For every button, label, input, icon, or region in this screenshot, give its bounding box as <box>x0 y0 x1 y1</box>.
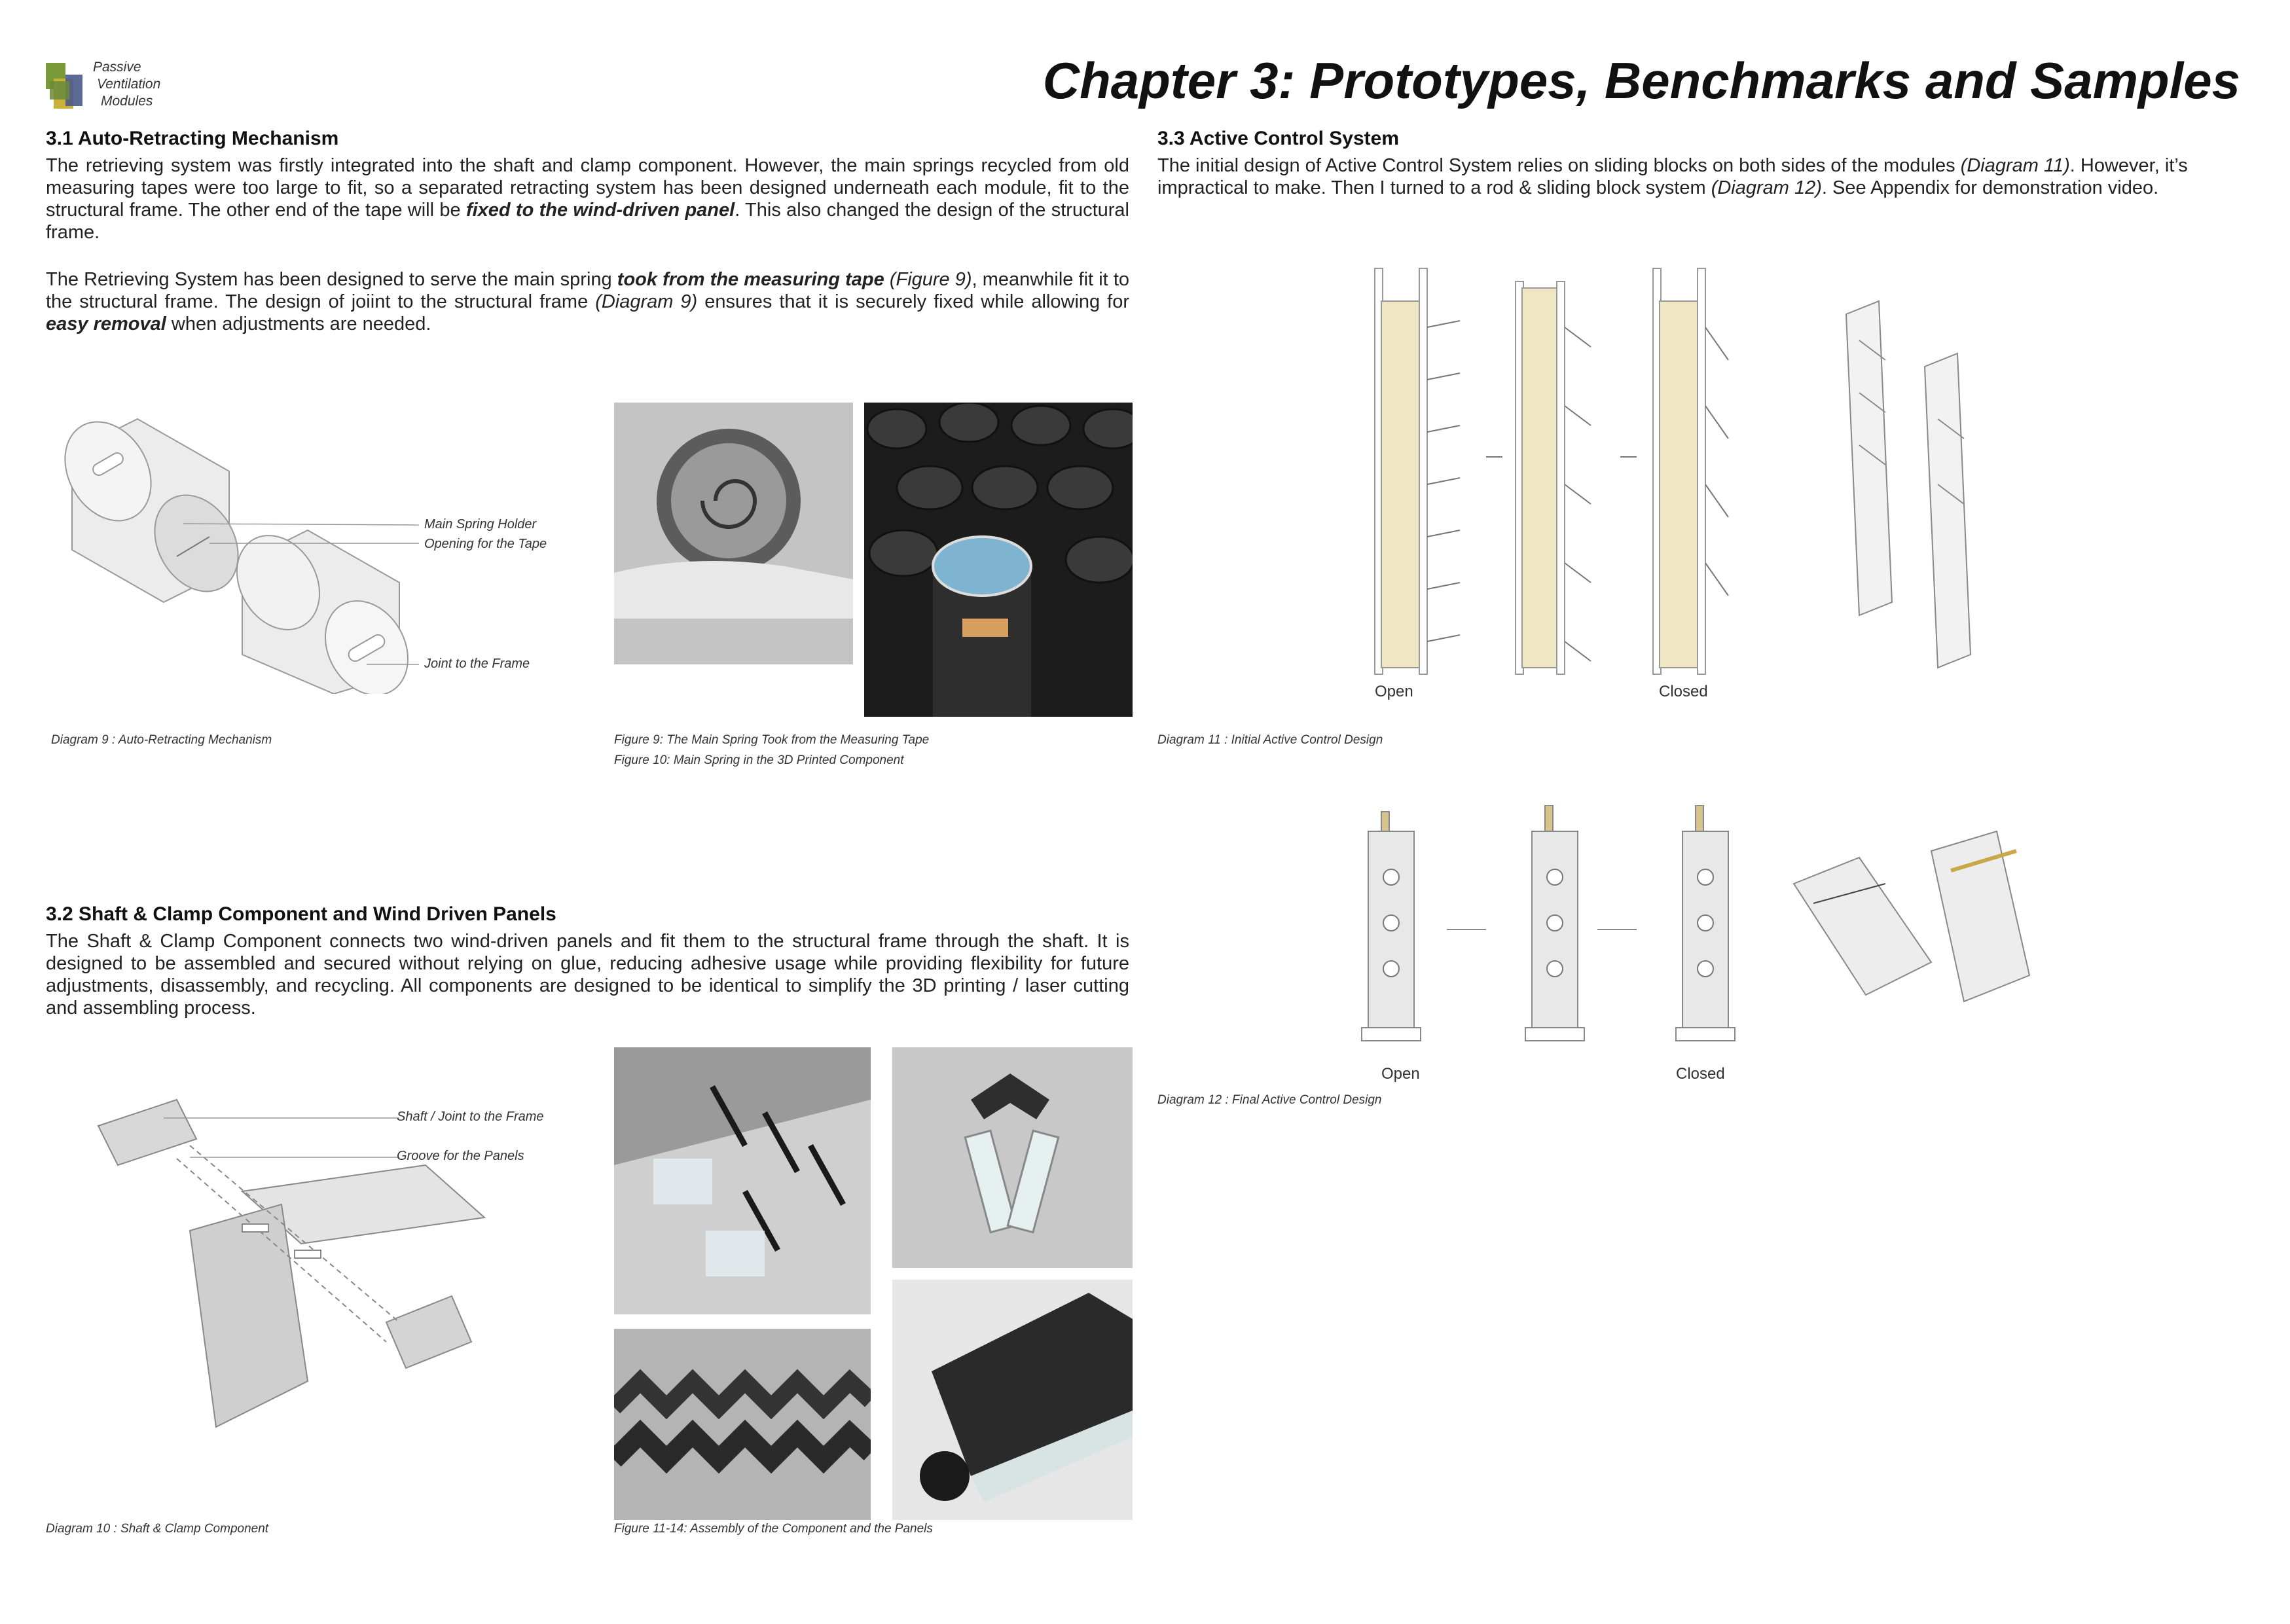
knob-mid-1 <box>1547 869 1563 885</box>
cylinder-e <box>897 466 962 509</box>
cylinder-i <box>1066 537 1133 583</box>
diagram-9-caption: Diagram 9 : Auto-Retracting Mechanism <box>51 733 272 747</box>
figure-9-caption: Figure 9: The Main Spring Took from the Measuring Tape <box>614 733 930 747</box>
cylinder-d <box>1083 409 1133 448</box>
louver-closed-1 <box>1705 327 1728 360</box>
sec31-p2-a: The Retrieving System has been designed to serve the main spring <box>46 269 612 290</box>
sec31-p2-f: when adjustments are needed. <box>171 314 431 334</box>
louver-mid-5 <box>1565 641 1591 661</box>
label-shaft-joint: Shaft / Joint to the Frame <box>397 1110 544 1124</box>
sec31-p2-d: (Diagram 9) <box>595 291 698 312</box>
louver-closed-2 <box>1705 406 1728 439</box>
cylinder-h <box>869 530 937 576</box>
diagram-9-leader-lines <box>170 517 432 681</box>
frame-open-right <box>1419 268 1427 674</box>
sec31-p1-text: The retrieving system was firstly integrated into the shaft and clamp component. However, the main springs recycled from old measuring tapes were too large to fit, so a separated retracting system has been designed underneath each module, fit to the structural frame. The other end of the tape will be <box>46 155 1129 221</box>
logo <box>43 59 174 118</box>
iso-frame-2 <box>1925 353 1971 668</box>
section-3-3-heading: 3.3 Active Control System <box>1157 128 1400 149</box>
sec31-p1-end: . This also changed the design of the structural frame. <box>46 200 1129 243</box>
diagram-12-final-control <box>1342 805 2062 1054</box>
diagram-11-initial-control <box>1362 262 2049 681</box>
label-joint-frame: Joint to the Frame <box>424 657 530 671</box>
logo-line-2: Ventilation <box>97 77 161 92</box>
base-open <box>1362 1028 1421 1041</box>
tape-label <box>962 619 1008 637</box>
louver-open-3 <box>1427 425 1460 432</box>
sec31-p1-bold: fixed to the wind-driven panel <box>465 200 735 221</box>
louver-mid-3 <box>1565 484 1591 504</box>
knob-closed-1 <box>1698 869 1713 885</box>
sec31-p2-bold2: easy removal <box>46 314 166 334</box>
louver-open-2 <box>1427 373 1460 380</box>
sec33-p1-b: (Diagram 11) <box>1960 155 2070 176</box>
sec33-p1-c: . However, it’s impractical to make. Then I turned to a rod & sliding block system <box>1157 155 2188 198</box>
diagram-11-closed-label: Closed <box>1659 683 1708 700</box>
groove-2 <box>295 1250 321 1258</box>
louver-mid-4 <box>1565 563 1591 583</box>
knob-open-1 <box>1383 869 1399 885</box>
page-title: Chapter 3: Prototypes, Benchmarks and Samples <box>1042 52 2240 109</box>
shaft-end <box>920 1451 970 1501</box>
section-3-1-paragraph-1 <box>46 154 1129 244</box>
panel-mid <box>1522 288 1558 668</box>
figure-11-14-caption: Figure 11-14: Assembly of the Component and the Panels <box>614 1522 933 1536</box>
panel-open <box>1381 301 1421 668</box>
figure-14-photo <box>892 1280 1133 1520</box>
iso-assembly-1 <box>1794 857 1931 995</box>
louver-open-5 <box>1427 530 1460 537</box>
sec33-p1-a: The initial design of Active Control System relies on sliding blocks on both sides of the modules <box>1157 155 1955 176</box>
sec31-p2-e: ensures that it is securely fixed while allowing for <box>704 291 1129 312</box>
panel-piece-1 <box>653 1159 712 1204</box>
leader-main-spring <box>183 524 419 525</box>
louver-open-7 <box>1427 635 1460 641</box>
cylinder-g <box>1047 466 1113 509</box>
section-3-2-heading: 3.2 Shaft & Clamp Component and Wind Driven Panels <box>46 903 556 925</box>
logo-line-1: Passive <box>93 60 141 75</box>
sec33-p1-d: (Diagram 12) <box>1711 177 1822 198</box>
cylinder-b <box>939 403 998 442</box>
figure-9-photo <box>614 403 853 664</box>
sec33-p1-e: . See Appendix for demonstration video. <box>1821 177 2159 198</box>
base-mid <box>1525 1028 1584 1041</box>
logo-line-3: Modules <box>101 94 153 109</box>
diagram-11-caption: Diagram 11 : Initial Active Control Design <box>1157 733 1383 747</box>
sec31-p2-c: , meanwhile fit it to the structural frame. The design of joiint to the structural frame <box>46 269 1129 312</box>
figure-12-photo <box>892 1047 1133 1268</box>
figure-10-caption: Figure 10: Main Spring in the 3D Printed Component <box>614 753 904 767</box>
figure-14-drawing <box>892 1280 1133 1520</box>
louver-open-4 <box>1427 478 1460 484</box>
figure-11-drawing <box>614 1047 871 1314</box>
logo-mark <box>43 59 93 114</box>
label-opening-tape: Opening for the Tape <box>424 537 547 551</box>
figure-9-drawing <box>614 403 853 664</box>
diagram-10-caption: Diagram 10 : Shaft & Clamp Component <box>46 1522 269 1536</box>
spring-coil-inner <box>671 443 786 558</box>
louver-closed-4 <box>1705 563 1728 596</box>
figure-13-drawing <box>614 1329 871 1520</box>
cylinder-a <box>867 409 926 448</box>
panel-piece-2 <box>706 1231 765 1276</box>
figure-10-photo <box>864 403 1133 717</box>
diagram-12-closed-label: Closed <box>1676 1065 1725 1083</box>
louver-mid-1 <box>1565 327 1591 347</box>
label-groove-panels: Groove for the Panels <box>397 1149 524 1163</box>
figure-13-photo <box>614 1329 871 1520</box>
groove-1 <box>242 1224 268 1232</box>
diagram-10-leader-lines <box>164 1113 406 1172</box>
figure-10-drawing <box>864 403 1133 717</box>
louver-open-1 <box>1427 321 1460 327</box>
diagram-12-open-label: Open <box>1381 1065 1420 1083</box>
knob-open-3 <box>1383 961 1399 977</box>
louver-open-6 <box>1427 583 1460 589</box>
knob-open-2 <box>1383 915 1399 931</box>
iso-assembly-2 <box>1931 831 2029 1001</box>
logo-text <box>93 59 160 110</box>
sec31-p2-b: (Figure 9) <box>889 269 972 290</box>
panel-vertical <box>190 1204 308 1427</box>
knob-mid-2 <box>1547 915 1563 931</box>
panel-closed <box>1660 301 1699 668</box>
frame-mid-right <box>1557 281 1565 674</box>
logo-square-overlay <box>50 81 69 99</box>
label-main-spring-holder: Main Spring Holder <box>424 517 537 532</box>
shaft-block-right <box>386 1296 471 1368</box>
section-3-1-paragraph-2 <box>46 268 1129 335</box>
diagram-12-caption: Diagram 12 : Final Active Control Design <box>1157 1093 1382 1107</box>
louver-mid-2 <box>1565 406 1591 425</box>
knob-mid-3 <box>1547 961 1563 977</box>
section-3-1-heading: 3.1 Auto-Retracting Mechanism <box>46 128 339 149</box>
section-3-3-paragraph <box>1157 154 2239 199</box>
sec31-p2-bold1: took from the measuring tape <box>617 269 884 290</box>
figure-12-drawing <box>892 1047 1133 1268</box>
cylinder-c <box>1011 406 1070 445</box>
knob-closed-3 <box>1698 961 1713 977</box>
cylinder-f <box>972 466 1038 509</box>
diagram-11-open-label: Open <box>1375 683 1413 700</box>
figure-11-photo <box>614 1047 871 1314</box>
louver-closed-3 <box>1705 484 1728 517</box>
knob-closed-2 <box>1698 915 1713 931</box>
spring-in-component <box>933 537 1031 596</box>
frame-closed-right <box>1698 268 1705 674</box>
base-closed <box>1676 1028 1735 1041</box>
section-3-2-paragraph: The Shaft & Clamp Component connects two wind-driven panels and fit them to the structural frame through the shaft. It is designed to be assembled and secured without relying on glue, reducing adhesive usage while providing flexibility for future adjustments, disassembly, and recycling. All components are designed to be identical to simplify the 3D printing / laser cutting and assembling process. <box>46 931 1129 1019</box>
